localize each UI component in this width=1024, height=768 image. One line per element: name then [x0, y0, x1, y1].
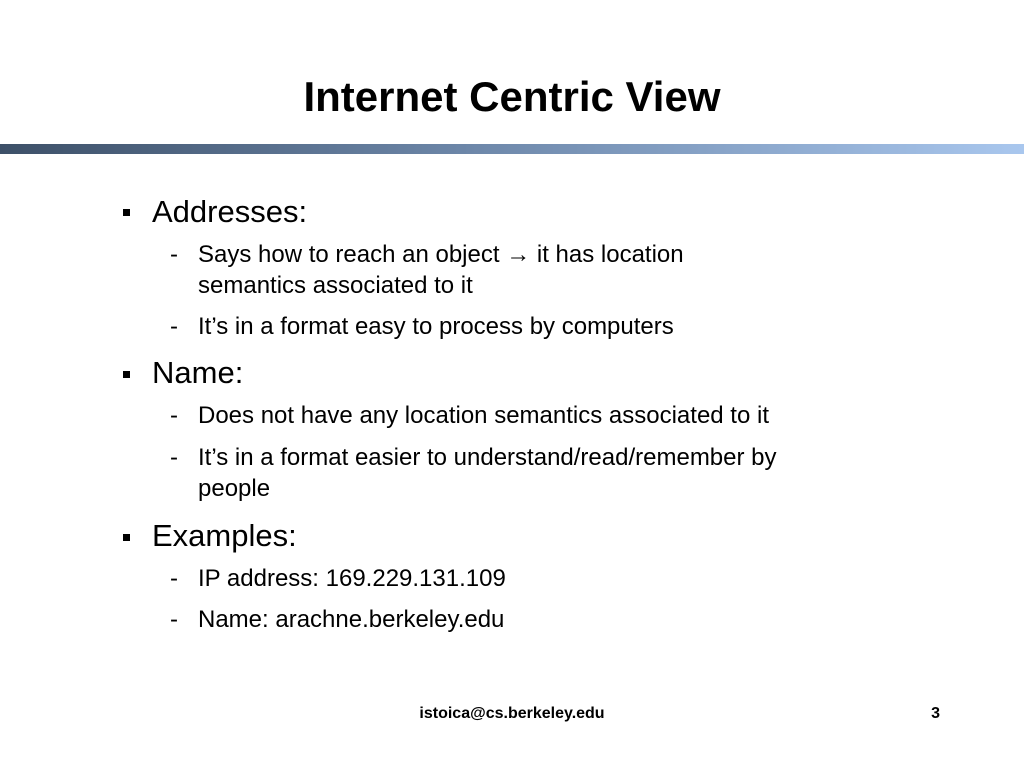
section-heading-examples: Examples: [152, 518, 297, 553]
list-item: IP address: 169.229.131.109 [198, 565, 506, 592]
dash-marker: - [170, 241, 178, 268]
footer-email: istoica@cs.berkeley.edu [419, 705, 605, 722]
dash-marker: - [170, 565, 178, 592]
dash-marker: - [170, 313, 178, 340]
item-text-continued: semantics associated to it [198, 272, 473, 299]
list-item: Does not have any location semantics associated to it [198, 402, 769, 429]
arrow-right-icon: → [506, 241, 531, 268]
dash-marker: - [170, 402, 178, 429]
section-heading-name: Name: [152, 355, 244, 390]
dash-marker: - [170, 444, 178, 471]
slide-title: Internet Centric View [303, 73, 721, 120]
square-bullet-icon [123, 534, 130, 541]
square-bullet-icon [123, 371, 130, 378]
page-number: 3 [931, 705, 940, 722]
list-item [198, 442, 898, 504]
item-text: It’s in a format easier to understand/read/remember by [198, 444, 777, 471]
section-heading-addresses: Addresses: [152, 194, 308, 229]
list-item: It’s in a format easy to process by computers [198, 313, 674, 340]
square-bullet-icon [123, 209, 130, 216]
item-text: it has location [536, 241, 684, 268]
item-text-continued: people [198, 475, 271, 502]
list-item [198, 239, 898, 301]
list-item: Name: arachne.berkeley.edu [198, 606, 505, 633]
item-text: Says how to reach an object [198, 241, 500, 268]
dash-marker: - [170, 606, 178, 633]
